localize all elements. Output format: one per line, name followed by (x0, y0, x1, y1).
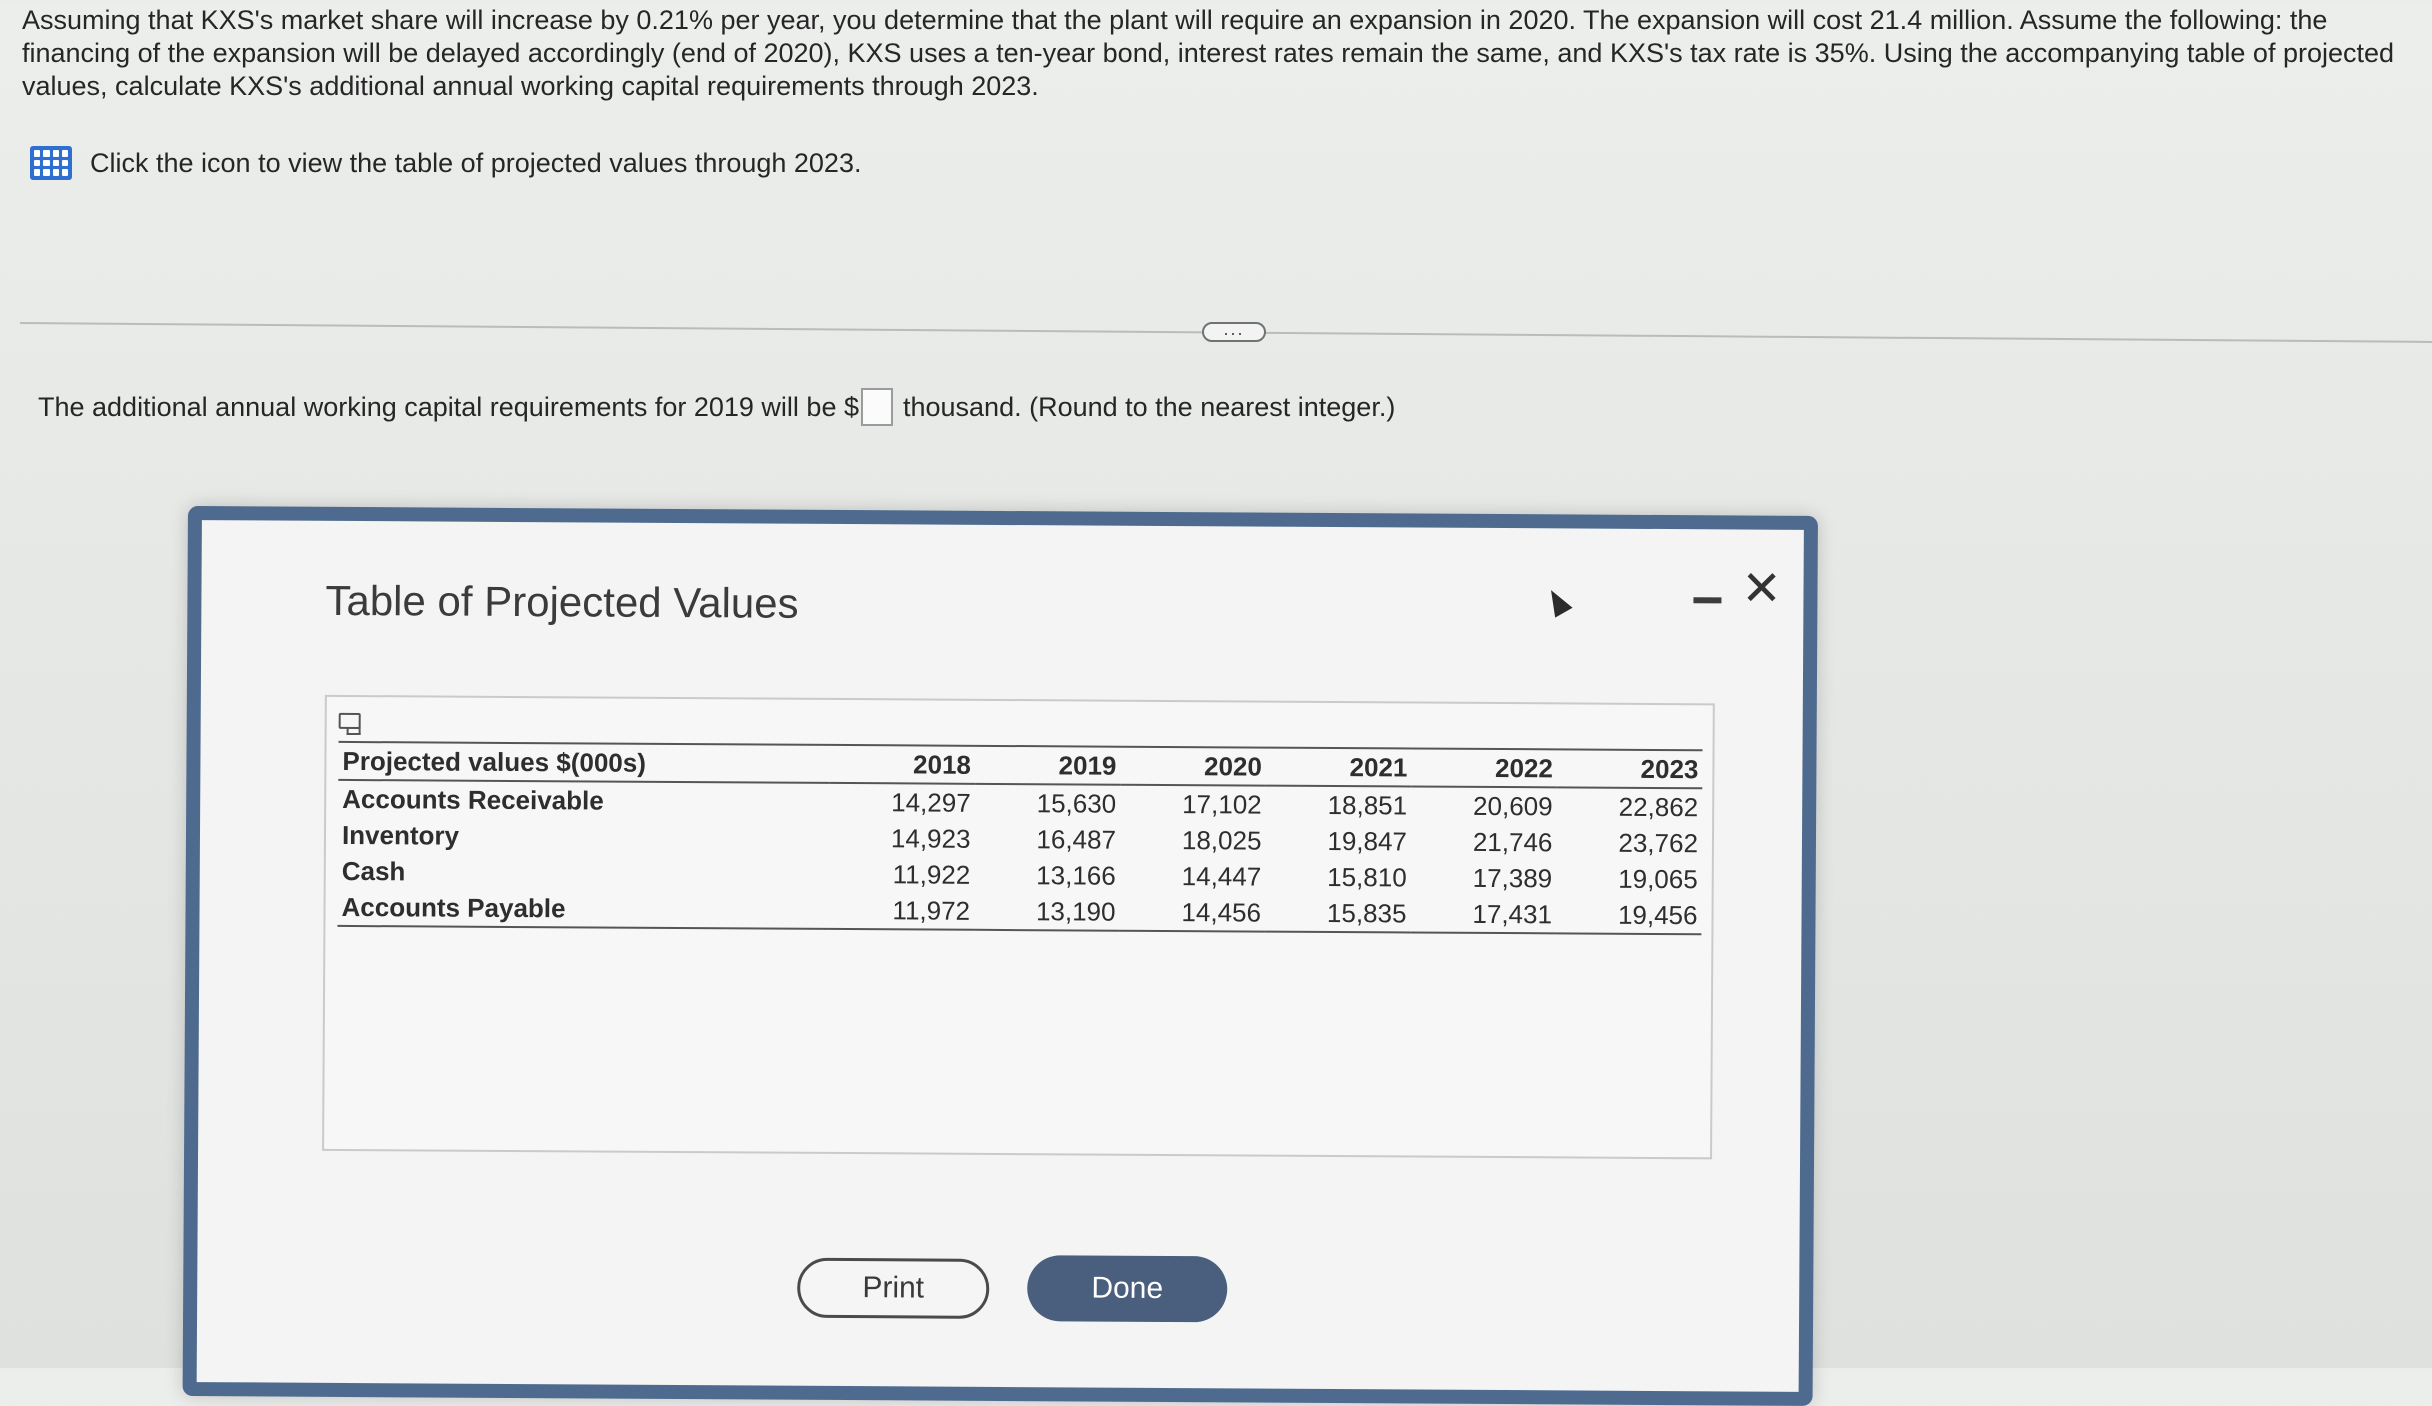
header-year: 2021 (1266, 748, 1412, 787)
table-cell: 14,456 (1119, 894, 1265, 932)
table-cell: 19,065 (1618, 863, 1698, 894)
answer-suffix: thousand. (Round to the nearest integer.) (902, 391, 1396, 422)
table-container (322, 695, 1715, 1159)
table-cell: 13,190 (974, 893, 1120, 931)
table-cell: 15,810 (1327, 861, 1407, 892)
header-year: 2023 (1557, 749, 1703, 788)
row-label: Accounts Receivable (342, 783, 604, 816)
table-cell: 19,847 (1327, 825, 1408, 856)
table-cell: 13,166 (1036, 859, 1116, 891)
answer-input[interactable] (861, 388, 893, 426)
copy-table-icon[interactable] (339, 713, 361, 729)
question-text: Assuming that KXS's market share will increase by 0.21% per year, you determine that the plant will require an expansion in 2020. The expansion will cost 21.4 million. Assume the following: the financing of the expansion will be delayed accordingly (end of 2020), KXS uses a ten-year bond, interest rates remain the same, and KXS's tax rate is 35%. Using the accompanying table of projected values, calculate KXS's additional annual working capital requirements through 2023. (22, 5, 2395, 101)
table-cell: 14,923 (890, 822, 971, 854)
table-cell: 17,102 (1182, 788, 1262, 820)
header-year: 2018 (829, 745, 975, 784)
table-cell: 11,922 (892, 858, 971, 890)
table-link[interactable] (30, 146, 861, 180)
projected-values-dialog (183, 506, 1818, 1406)
table-cell: 17,431 (1410, 895, 1556, 933)
answer-prefix: The additional annual working capital requirements for 2019 will be $ (38, 391, 859, 422)
table-cell: 15,630 (1036, 787, 1117, 819)
table-cell: 14,297 (891, 786, 971, 818)
dialog-title: Table of Projected Values (325, 576, 799, 627)
table-cell: 17,389 (1472, 862, 1553, 893)
header-label: Projected values $(000s) (338, 742, 829, 783)
table-cell: 18,851 (1327, 789, 1408, 820)
table-cell: 22,862 (1618, 791, 1699, 822)
done-button[interactable]: Done (1027, 1255, 1227, 1322)
table-cell: 19,456 (1556, 896, 1702, 934)
print-button[interactable]: Print (797, 1258, 989, 1319)
header-year: 2022 (1411, 748, 1557, 787)
table-row (337, 889, 1701, 934)
expand-handle[interactable]: ... (1202, 322, 1266, 342)
table-cell: 14,447 (1181, 860, 1262, 892)
table-cell: 15,835 (1265, 895, 1411, 933)
table-cell: 18,025 (1181, 824, 1262, 856)
table-cell: 23,762 (1618, 827, 1699, 858)
table-cell: 16,487 (1036, 823, 1117, 855)
header-year: 2019 (975, 746, 1121, 785)
projected-values-table (337, 741, 1702, 935)
table-cell: 20,609 (1473, 790, 1553, 821)
table-grid-icon[interactable] (30, 146, 72, 180)
minimize-icon[interactable] (1685, 577, 1725, 617)
table-cell: 21,746 (1472, 826, 1553, 857)
table-cell: 11,972 (828, 892, 974, 930)
answer-line (38, 388, 1395, 426)
row-label: Cash (341, 855, 406, 886)
mouse-cursor-icon (1542, 585, 1572, 617)
close-icon[interactable]: ✕ (1741, 562, 1782, 616)
row-label: Accounts Payable (337, 889, 828, 929)
row-label: Inventory (341, 819, 460, 851)
header-year: 2020 (1120, 747, 1266, 786)
table-link-label: Click the icon to view the table of projected values through 2023. (90, 147, 862, 178)
